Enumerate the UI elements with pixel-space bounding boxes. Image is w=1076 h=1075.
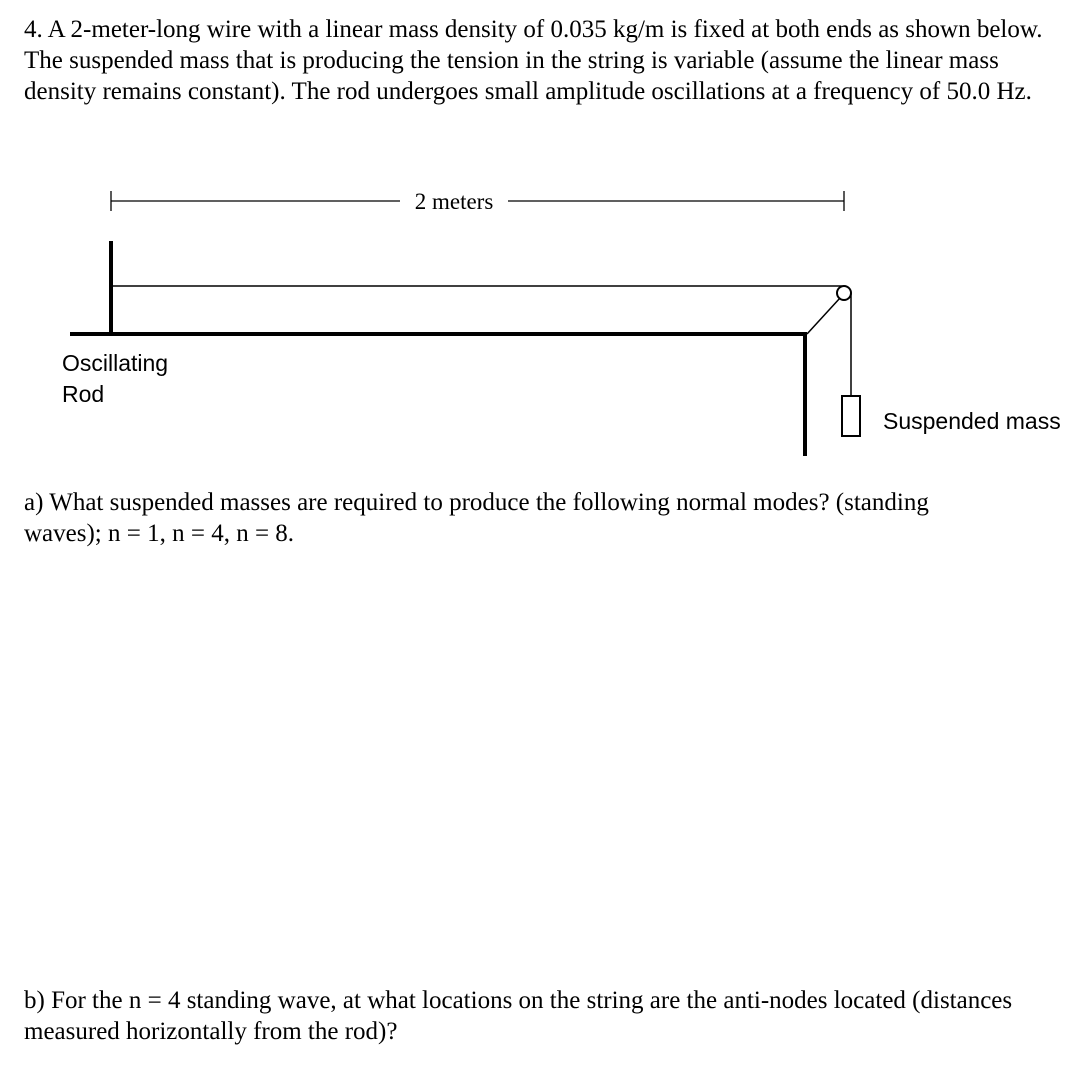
suspended-mass-block [842, 396, 860, 436]
rod-label-line1: Oscillating [62, 350, 169, 376]
problem-text: A 2-meter-long wire with a linear mass density of 0.035 kg/m is fixed at both ends as shown below. The suspended mass that is producing the tension in the string is variable (assume the linear mass density remains constant). The rod undergoes small amplitude oscillations at a frequency of 50.0 Hz. [24, 16, 1043, 105]
rod-label-line2: Rod [62, 381, 105, 407]
pulley-icon [837, 286, 851, 300]
mass-label: Suspended mass [883, 408, 1061, 434]
pulley-bracket [807, 298, 840, 334]
dimension-label: 2 meters [414, 189, 494, 214]
question-a: a) What suspended masses are required to produce the following normal modes? (standing waves); n = 1, n = 4, n = 8. [24, 489, 929, 547]
problem-number: 4. [24, 16, 43, 43]
question-b: b) For the n = 4 standing wave, at what locations on the string are the anti-nodes located (distances measured horizontally from the rod)? [24, 987, 1013, 1045]
